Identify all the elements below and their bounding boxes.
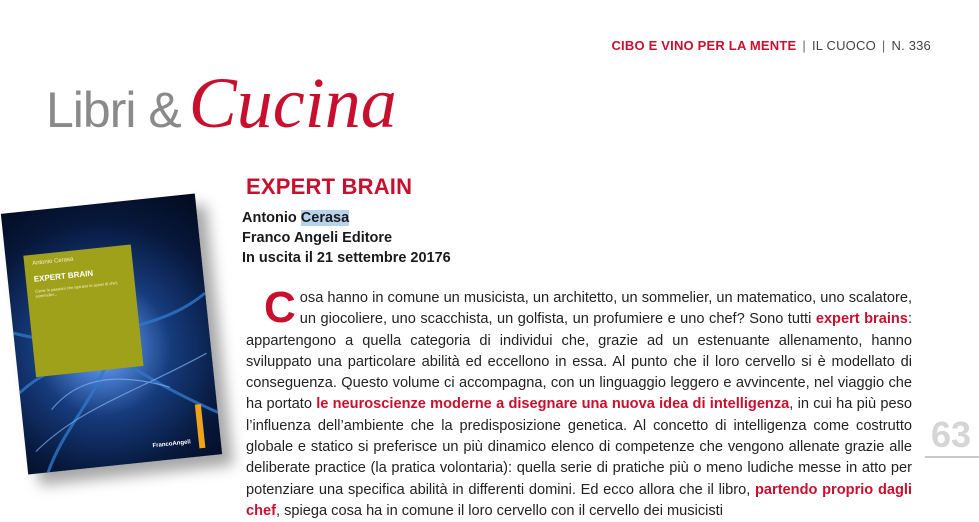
publisher-line: Franco Angeli Editore — [242, 230, 393, 246]
page-number-rule — [925, 456, 979, 458]
masthead-cucina: Cucina — [188, 63, 397, 143]
author-last: Cerasa — [300, 210, 350, 226]
cover-author: Antonio Cerasa — [31, 256, 74, 267]
cover-publisher: FrancoAngeli — [152, 439, 192, 450]
header-magazine: IL CUOCO — [811, 38, 876, 53]
header-separator: | — [802, 38, 806, 53]
cover-subtitle: Come le passioni che ispirano le azioni di chef, sommelier... — [34, 280, 119, 299]
header-separator: | — [881, 38, 886, 53]
highlight-neuroscienze: le neuroscienze moderne a disegnare una nuova idea di intelligenza — [316, 396, 790, 413]
author-line — [242, 208, 451, 228]
body-text-3: , in cui ha più peso l’influenza dell’ambiente che la predisposizione genetica. Al concetto di intelligenza come costrutto globale e statico si preferisce un più dinamico elenco di competenze che vengono allenate grazie alle deliberate practice (la pratica volontaria): quella serie di pratiche più o meno ludiche messe in atto per potenziare una specifica abilità in differenti domini. Ed ecco allora che il libro, — [246, 396, 913, 498]
body-text-4: , spiega cosa ha in comune il loro cervello con il cervello dei musicisti — [276, 502, 723, 519]
page-number: 63 — [930, 414, 971, 455]
highlight-expert-brains: expert brains — [815, 311, 908, 328]
running-header — [611, 38, 931, 53]
author-first: Antonio — [242, 210, 297, 226]
article-meta — [242, 208, 451, 268]
highlight-chef: partendo proprio dagli chef — [246, 481, 912, 519]
body-text-1: osa hanno in comune un musicista, un architetto, un sommelier, un matematico, uno scalatore, un giocoliere, uno scacchista, un golfista, un profumiere e uno chef? Sono tutti — [299, 290, 912, 328]
header-issue: N. 336 — [891, 38, 931, 53]
release-line: In uscita il 21 settembre 20176 — [242, 250, 451, 266]
body-text-2: : appartengono a quella categoria di individui che, grazie ad un estenuante allenamento, hanno sviluppato una particolare abilità ed eccellono in essa. Al punto che il loro cervello si è modellato di conseguenza. Questo volume ci accompagna, con un linguaggio leggero e avvincente, nel viaggio che ha portato — [246, 311, 912, 413]
book-cover-image — [1, 194, 222, 475]
cover-title: EXPERT BRAIN — [33, 268, 94, 284]
masthead-libri: Libri & — [46, 82, 181, 138]
article-title: EXPERT BRAIN — [246, 174, 413, 199]
drop-cap: C — [264, 283, 296, 332]
header-section: CIBO E VINO PER LA MENTE — [611, 38, 797, 53]
masthead — [46, 62, 397, 145]
article-body — [246, 283, 913, 522]
